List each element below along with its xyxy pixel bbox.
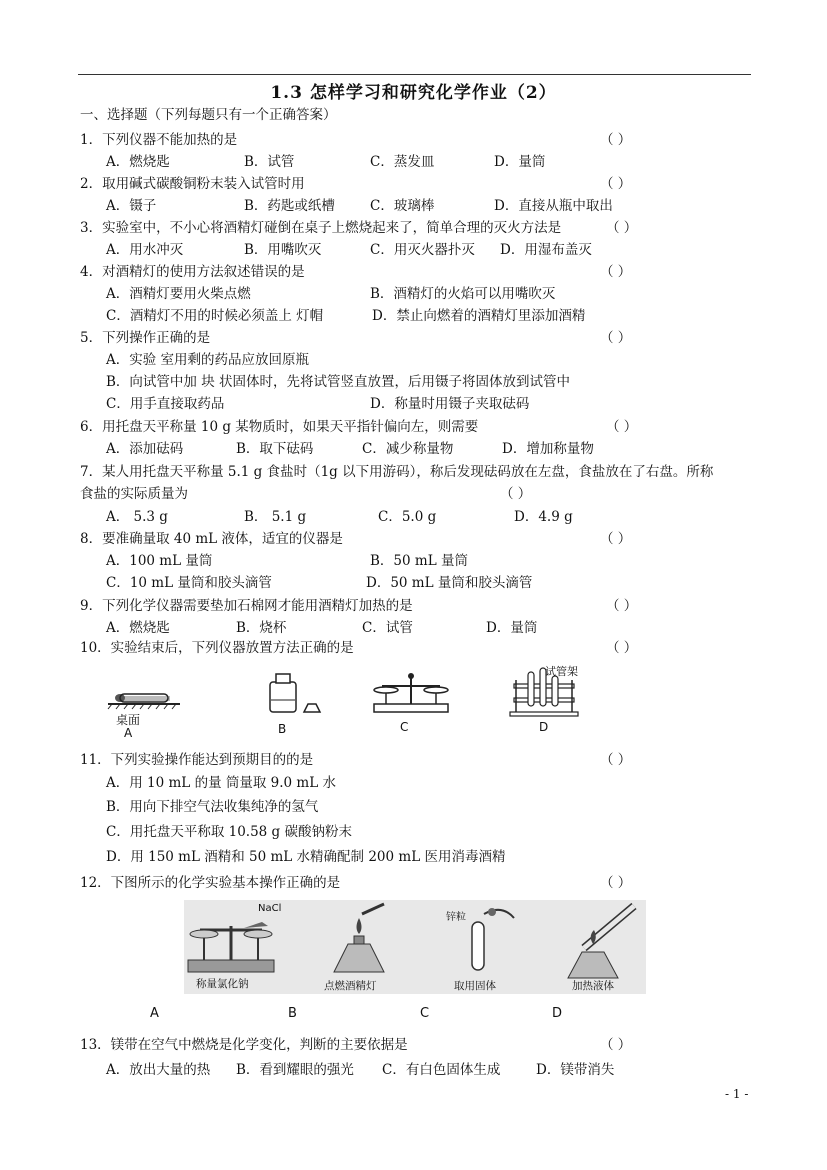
q10-label-rack: 试管架 <box>545 665 578 678</box>
q12-lamp-image <box>334 904 384 972</box>
question-line: A． 5.3 g <box>106 509 168 525</box>
q10-figure <box>100 660 600 740</box>
question-line: C．5.0 g <box>378 509 437 525</box>
question-line: C．试管 <box>362 620 413 636</box>
q12-balance-image <box>188 922 274 972</box>
answer-bracket[interactable]: （ ） <box>600 1037 632 1053</box>
q12-option-c: C <box>420 1006 430 1021</box>
question-line: 12．下图所示的化学实验基本操作正确的是 <box>80 875 341 891</box>
question-line: 6．用托盘天平称量 10 g 某物质时，如果天平指针偏向左，则需要 <box>80 419 479 435</box>
q10-label-b: B <box>278 722 287 736</box>
question-line: 5．下列操作正确的是 <box>80 330 211 346</box>
question-line: 11．下列实验操作能达到预期目的的是 <box>80 752 314 768</box>
q10-label-table: 桌面 <box>116 713 141 727</box>
q12-figure <box>184 900 646 994</box>
answer-bracket[interactable]: （ ） <box>606 640 638 656</box>
question-line: C．减少称量物 <box>362 441 454 457</box>
question-line: D．量筒 <box>494 154 546 170</box>
page-number: - 1 - <box>725 1087 749 1101</box>
answer-bracket[interactable]: （ ） <box>600 752 632 768</box>
question-line: D．禁止向燃着的酒精灯里添加酒精 <box>372 308 586 324</box>
q12-caption-d: 加热液体 <box>572 980 614 992</box>
question-line: D．用 150 mL 酒精和 50 mL 水精确配制 200 mL 医用消毒酒精 <box>106 849 506 865</box>
question-line: C．用托盘天平称取 10.58 g 碳酸钠粉末 <box>106 824 352 840</box>
answer-bracket[interactable]: （ ） <box>600 330 632 346</box>
q12-tag-nacl: NaCl <box>258 903 282 914</box>
header-rule <box>78 74 751 75</box>
question-line: A．燃烧匙 <box>106 154 170 170</box>
question-line: D．增加称量物 <box>502 441 594 457</box>
answer-bracket[interactable]: （ ） <box>606 220 638 236</box>
question-line: B． 5.1 g <box>244 509 307 525</box>
q10-option-b-image <box>270 674 320 712</box>
q12-tube-image <box>472 908 514 970</box>
question-line: 7．某人用托盘天平称量 5.1 g 食盐时（1g 以下用游码），称后发现砝码放在左盘，食盐放在了右盘。所称 <box>80 464 714 480</box>
question-line: 4．对酒精灯的使用方法叙述错误的是 <box>80 264 305 280</box>
question-line: B．烧杯 <box>236 620 287 636</box>
section-heading: 一、选择题（下列每题只有一个正确答案） <box>80 107 337 123</box>
q12-tag-zinc: 锌粒 <box>446 912 466 923</box>
question-line: 10．实验结束后，下列仪器放置方法正确的是 <box>80 640 354 656</box>
question-line: A．镊子 <box>106 198 157 214</box>
question-line: D．直接从瓶中取出 <box>494 198 613 214</box>
question-line: 13．镁带在空气中燃烧是化学变化，判断的主要依据是 <box>80 1037 408 1053</box>
question-line: C．10 mL 量筒和胶头滴管 <box>106 575 272 591</box>
answer-bracket[interactable]: （ ） <box>500 486 532 502</box>
answer-bracket[interactable]: （ ） <box>600 875 632 891</box>
question-line: D．用湿布盖灭 <box>500 242 592 258</box>
answer-bracket[interactable]: （ ） <box>600 264 632 280</box>
question-line: 9．下列化学仪器需要垫加石棉网才能用酒精灯加热的是 <box>80 598 413 614</box>
question-line: D．50 mL 量筒和胶头滴管 <box>366 575 533 591</box>
q12-caption-c: 取用固体 <box>454 980 496 992</box>
q10-label-c: C <box>400 720 409 734</box>
q12-heating-image <box>568 906 634 978</box>
answer-bracket[interactable]: （ ） <box>600 176 632 192</box>
question-line: A．用水冲灭 <box>106 242 184 258</box>
question-line: A．用 10 mL 的量 筒量取 9.0 mL 水 <box>106 775 336 791</box>
question-line: C．用灭火器扑灭 <box>370 242 475 258</box>
question-line: B．向试管中加 块 状固体时，先将试管竖直放置，后用镊子将固体放到试管中 <box>106 374 571 390</box>
question-line: B．酒精灯的火焰可以用嘴吹灭 <box>370 286 556 302</box>
question-line: A．实验 室用剩的药品应放回原瓶 <box>106 352 310 368</box>
question-line: D．4.9 g <box>514 509 573 525</box>
q10-option-a-image <box>108 694 180 709</box>
question-line: A．100 mL 量筒 <box>106 553 213 569</box>
question-line: B．取下砝码 <box>236 441 314 457</box>
question-line: 3．实验室中，不小心将酒精灯碰倒在桌子上燃烧起来了，简单合理的灭火方法是 <box>80 220 562 236</box>
question-line: D．镁带消失 <box>536 1062 615 1078</box>
question-line: C．用手直接取药品 <box>106 396 225 412</box>
question-line: A．酒精灯要用火柴点燃 <box>106 286 251 302</box>
page-title: 1.3 怎样学习和研究化学作业（2） <box>270 83 557 103</box>
question-line: C．蒸发皿 <box>370 154 435 170</box>
question-line: A．放出大量的热 <box>106 1062 211 1078</box>
question-line: 2．取用碱式碳酸铜粉末装入试管时用 <box>80 176 305 192</box>
q12-caption-b: 点燃酒精灯 <box>324 980 377 992</box>
question-line: C．酒精灯不用的时候必须盖上 灯帽 <box>106 308 324 324</box>
q12-option-a: A <box>150 1006 159 1021</box>
q12-option-b: B <box>288 1006 297 1021</box>
question-line: C．玻璃棒 <box>370 198 435 214</box>
question-line: 食盐的实际质量为 <box>80 486 188 502</box>
question-line: B．药匙或纸槽 <box>244 198 335 214</box>
question-line: 1．下列仪器不能加热的是 <box>80 132 238 148</box>
question-line: C．有白色固体生成 <box>382 1062 501 1078</box>
question-line: D．量筒 <box>486 620 538 636</box>
q10-label-a: A <box>124 726 133 740</box>
question-line: B．看到耀眼的强光 <box>236 1062 354 1078</box>
question-line: D．称量时用镊子夹取砝码 <box>370 396 530 412</box>
question-line: B．50 mL 量筒 <box>370 553 468 569</box>
question-line: B．用向下排空气法收集纯净的氢气 <box>106 799 319 815</box>
q10-label-d: D <box>539 720 549 734</box>
answer-bracket[interactable]: （ ） <box>606 598 638 614</box>
question-line: B．试管 <box>244 154 295 170</box>
q10-option-c-image <box>374 673 448 712</box>
question-line: A．燃烧匙 <box>106 620 170 636</box>
question-line: A．添加砝码 <box>106 441 184 457</box>
q12-caption-a: 称量氯化钠 <box>196 978 249 990</box>
question-line: B．用嘴吹灭 <box>244 242 322 258</box>
q12-option-d: D <box>552 1006 563 1021</box>
answer-bracket[interactable]: （ ） <box>600 132 632 148</box>
question-line: 8．要准确量取 40 mL 液体，适宜的仪器是 <box>80 531 343 547</box>
answer-bracket[interactable]: （ ） <box>600 531 632 547</box>
answer-bracket[interactable]: （ ） <box>606 419 638 435</box>
